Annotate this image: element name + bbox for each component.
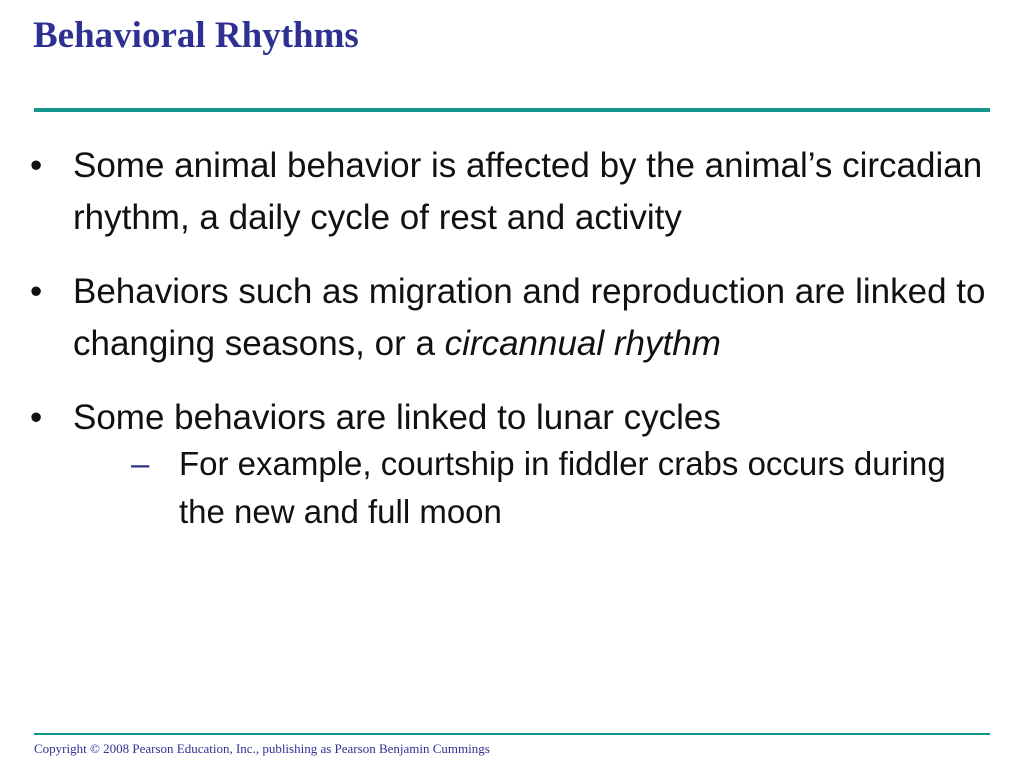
- sub-bullet-item: [73, 440, 990, 536]
- copyright-footer: Copyright © 2008 Pearson Education, Inc., publishing as Pearson Benjamin Cummings: [34, 741, 490, 756]
- bullet-mark: •: [30, 398, 43, 437]
- bullet-text-italic: circannual rhythm: [444, 324, 721, 363]
- bullet-text: Behaviors such as migration and reproduction are linked to changing seasons, or a: [73, 272, 986, 363]
- bullet-text: Some animal behavior is affected by the animal’s circadian rhythm, a daily cycle of rest and activity: [73, 146, 983, 237]
- bullet-item: [30, 266, 990, 370]
- bullet-item: [30, 392, 990, 536]
- bullet-list: [30, 140, 990, 558]
- slide-title: Behavioral Rhythms: [33, 15, 359, 56]
- bullet-mark: •: [30, 146, 43, 185]
- bullet-mark: •: [30, 272, 43, 311]
- title-divider: [34, 108, 990, 112]
- bullet-item: [30, 140, 990, 244]
- sub-bullet-mark: –: [131, 445, 150, 482]
- footer-divider: [34, 733, 990, 735]
- bullet-text: Some behaviors are linked to lunar cycles: [73, 398, 721, 437]
- sub-bullet-text: For example, courtship in fiddler crabs occurs during the new and full moon: [179, 445, 946, 530]
